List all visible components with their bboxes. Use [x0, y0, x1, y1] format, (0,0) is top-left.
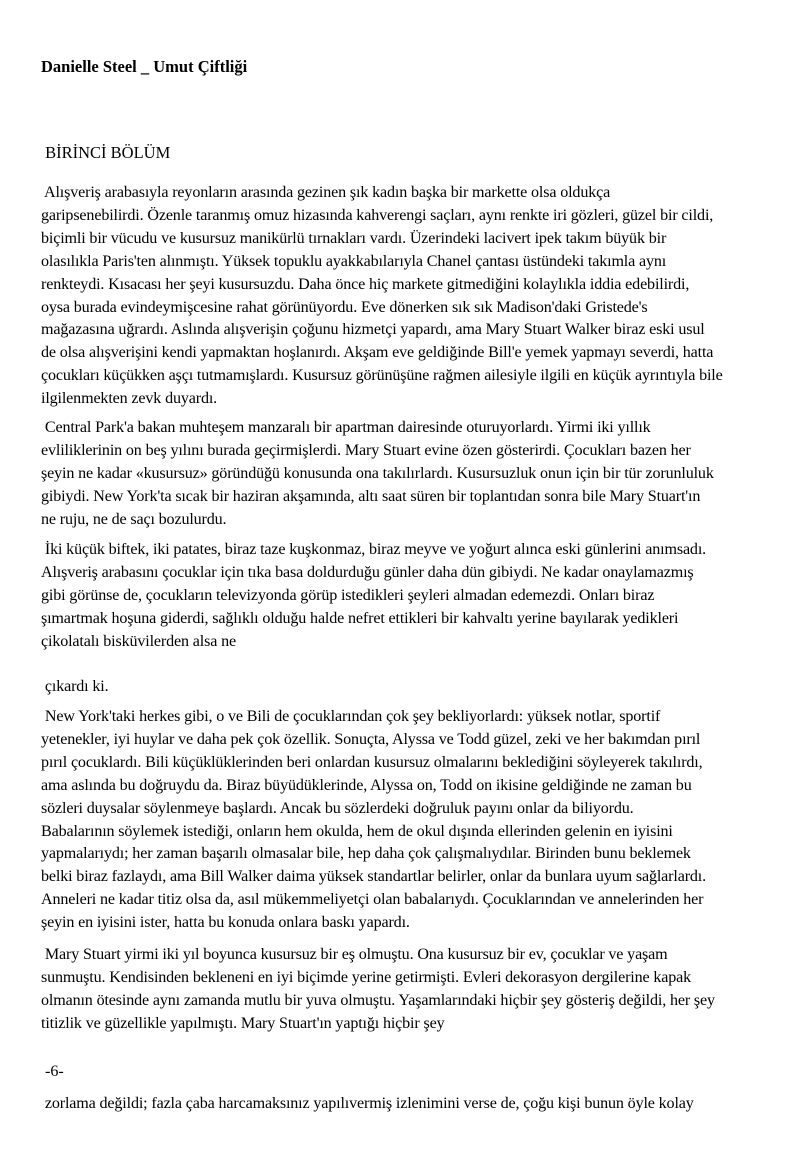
- text-line: New York'taki herkes gibi, o ve Bili de çocuklarından çok şey bekliyorlardı: yüksek notlar, sportif: [41, 708, 661, 725]
- text-line: Babalarının söylemek istediği, onların hem okulda, hem de okul dışında ellerinden gelenin en iyisini: [41, 822, 673, 840]
- text-line: çocukları küçükken aşçı tutmamışlardı. Kusursuz görünüşüne rağmen ailesiyle ilgili en küçük ayrıntıyla bile: [41, 367, 723, 385]
- text-line: şeyin en iyisini ister, hatta bu konuda onlara baskı yapardı.: [41, 914, 410, 932]
- text-line: biçimli bir vücudu ve kusursuz manikürlü tırnakları vardı. Üzerindeki lacivert ipek takım büyük bir: [41, 229, 667, 247]
- text-line: şımartmak hoşuna giderdi, sağlıklı olduğu halde nefret ettikleri bir kahvaltı yerine bayılarak yedikleri: [41, 609, 679, 627]
- document-title: Danielle Steel _ Umut Çiftliği: [41, 57, 248, 76]
- text-line: Anneleri ne kadar titiz olsa da, asıl mükemmeliyetçi olan babalarıydı. Çocuklarından ve annelerinden her: [41, 891, 704, 909]
- text-line: olmanın ötesinde aynı zamanda mutlu bir yuva olmuştu. Yaşamlarındaki hiçbir şey gösteriş değildi, her şey: [41, 991, 715, 1009]
- text-line: gibiydi. New York'ta sıcak bir haziran akşamında, altı saat süren bir toplantıdan sonra bile Mary Stuart'ın: [41, 487, 701, 505]
- paragraph: [41, 182, 753, 411]
- text-line: evliliklerinin on beş yılını burada geçirmişlerdi. Mary Stuart evine özen gösterirdi. Çocukları bazen her: [41, 441, 691, 459]
- text-line: çıkardı ki.: [41, 678, 109, 695]
- paragraph: [41, 944, 753, 1036]
- text-line: şeyin ne kadar «kusursuz» göründüğü konusunda ona takılırlardı. Kusursuzluk onun için bir tür zorunluluk: [41, 464, 714, 482]
- text-line: Alışveriş arabasıyla reyonların arasında gezinen şık kadın başka bir markette olsa oldukça: [41, 184, 611, 201]
- paragraph: [41, 417, 753, 532]
- paragraph: [41, 706, 753, 935]
- text-line: sunmuştu. Kendisinden bekleneni en iyi biçimde yerine getirmişti. Evleri dekorasyon dergilerine kapak: [41, 968, 692, 986]
- text-line: yetenekler, iyi huylar ve daha pek çok özellik. Sonuçta, Alyssa ve Todd güzel, zeki ve her bakımdan pırıl: [41, 730, 701, 748]
- text-line: de olsa alışverişini kendi yapmaktan hoşlanırdı. Akşam eve geldiğinde Bill'e yemek yapmayı severdi, hatta: [41, 344, 714, 362]
- text-line: zorlama değildi; fazla çaba harcamaksınız yapılıvermiş izlenimini verse de, çoğu kişi bunun öyle kolay: [41, 1095, 694, 1112]
- text-line: renkteydi. Kısacası her şeyi kusursuzdu. Daha önce hiç markete gitmediğini kolaylıkla iddia edebilirdi,: [41, 275, 690, 293]
- text-line: Alışveriş arabasını çocuklar için tıka basa doldurduğu günler daha dün gibiydi. Ne kadar onaylamazmış: [41, 563, 694, 581]
- text-line: Mary Stuart yirmi iki yıl boyunca kusursuz bir eş olmuştu. Ona kusursuz bir ev, çocuklar ve yaşam: [41, 946, 668, 963]
- paragraph: [41, 539, 753, 654]
- text-line: ama aslında bu doğruydu da. Biraz büyüdüklerinde, Alyssa on, Todd on ikisine geldiğinde ne zaman bu: [41, 776, 692, 794]
- text-line: İki küçük biftek, iki patates, biraz taze kuşkonmaz, biraz meyve ve yoğurt alınca eski günlerini anımsadı.: [41, 541, 707, 558]
- paragraph: [41, 1093, 753, 1116]
- text-line: belki biraz fazlaydı, ama Bill Walker daima yüksek standartlar belirler, onlar da bunlara uyum sağlarlardı.: [41, 868, 706, 886]
- text-line: titizlik ve güzellikle yapılmıştı. Mary Stuart'ın yaptığı hiçbir şey: [41, 1014, 445, 1032]
- page-number: -6-: [41, 1063, 64, 1080]
- chapter-heading: BİRİNCİ BÖLÜM: [41, 143, 171, 162]
- text-line: pırıl çocuklardı. Bili küçüklüklerinden beri onlardan kusursuz olmalarını beklediğini söyleyerek takılırdı,: [41, 753, 703, 771]
- text-line: garipsenebilirdi. Özenle taranmış omuz hizasında kahverengi saçları, aynı renkte iri gözleri, güzel bir cildi,: [41, 206, 714, 224]
- text-line: Central Park'a bakan muhteşem manzaralı bir apartman dairesinde oturuyorlardı. Yirmi iki yıllık: [41, 419, 651, 436]
- text-line: ne ruju, ne de saçı bozulurdu.: [41, 510, 227, 528]
- text-line: olasılıkla Paris'ten alınmıştı. Yüksek topuklu ayakkabılarıyla Chanel çantası üstündeki takımla aynı: [41, 252, 667, 270]
- text-line: ilgilenmekten zevk duyardı.: [41, 390, 218, 408]
- text-line: mağazasına uğrardı. Aslında alışverişin çoğunu hizmetçi yapardı, ama Mary Stuart Walker biraz eski usul: [41, 321, 705, 339]
- text-line: sözleri duysalar söylenmeye başlardı. Ancak bu sözlerdeki doğruluk payını onlar da biliyordu.: [41, 799, 634, 817]
- text-line: gibi görünse de, çocukların televizyonda görüp istedikleri şeyleri almadan edemezdi. Onları biraz: [41, 586, 655, 604]
- paragraph: [41, 676, 753, 699]
- text-line: oysa burada evindeymişcesine rahat görünüyordu. Eve dönerken sık sık Madison'daki Gristede's: [41, 298, 648, 316]
- text-line: yapmalarıydı; her zaman başarılı olmasalar bile, hep daha çok çalışmalıydılar. Birinden bunu beklemek: [41, 845, 691, 863]
- text-line: çikolatalı bisküvilerden alsa ne: [41, 632, 236, 650]
